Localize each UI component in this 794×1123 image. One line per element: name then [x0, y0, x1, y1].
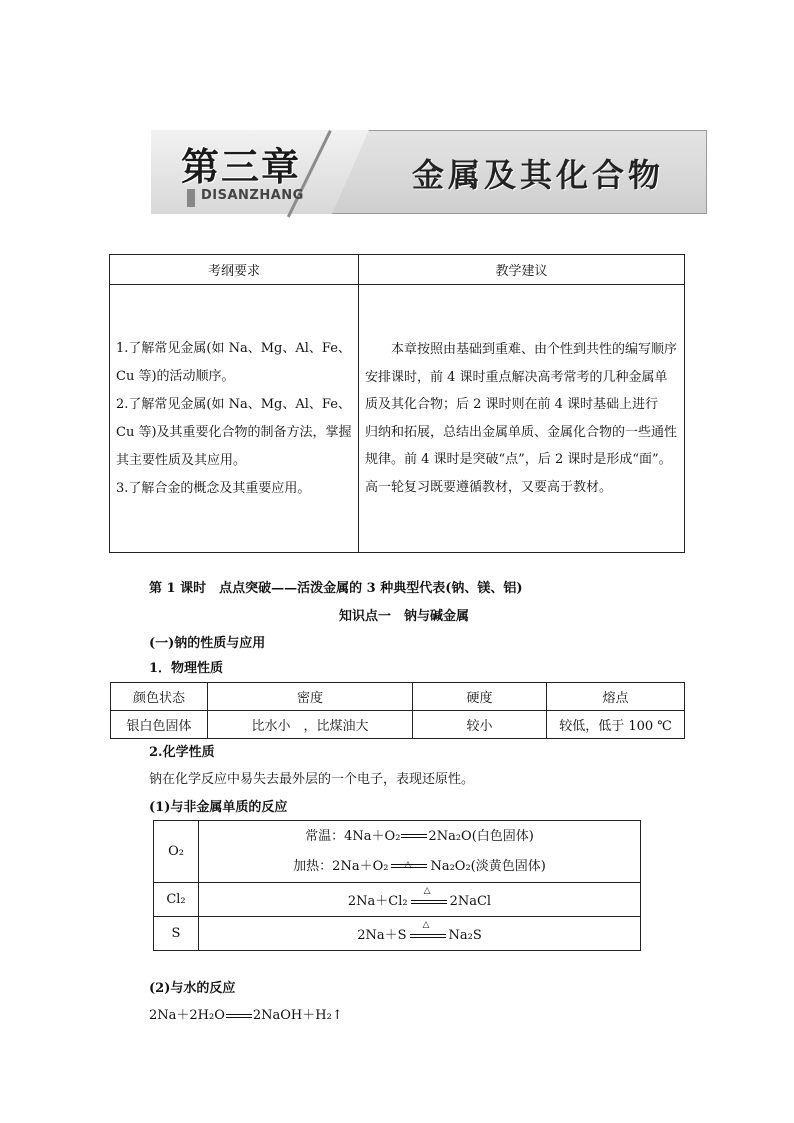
- phys-header: 硬度: [413, 683, 547, 711]
- reactant-label: S: [154, 917, 199, 951]
- water-reaction-equation: [149, 1004, 343, 1023]
- equation-left: 2Na＋Cl₂: [347, 894, 408, 909]
- heat-symbol: △: [404, 860, 412, 870]
- advice-line: 归纳和拓展，总结出金属单质、金属化合物的一些通性: [365, 424, 678, 440]
- heat-condition: [410, 919, 446, 943]
- chapter-banner: [151, 130, 707, 214]
- section-heading: (一)钠的性质与应用: [149, 636, 266, 651]
- phys-value: 银白色固体: [111, 711, 208, 739]
- lesson-title: 第 1 课时 点点突破——活泼金属的 3 种典型代表(钠、镁、铝): [149, 581, 523, 596]
- cl2-equation: [199, 883, 641, 917]
- requirement-item: 2.了解常见金属(如 Na、Mg、Al、Fe、Cu 等)及其重要化合物的制备方法，掌握其主要性质及其应用。: [116, 396, 352, 468]
- equation-right: 2Na₂O(白色固体): [428, 828, 534, 844]
- equation-right: Na₂S: [448, 928, 482, 943]
- equals-sign: [226, 1014, 252, 1018]
- requirement-item: 3.了解合金的概念及其重要应用。: [116, 480, 311, 496]
- knowledge-point-title: 知识点一 钠与碱金属: [339, 609, 470, 624]
- chemical-intro: 钠在化学反应中易失去最外层的一个电子，表现还原性。: [149, 772, 475, 787]
- heat-condition: [411, 885, 447, 909]
- syllabus-table: [109, 254, 685, 553]
- requirement-item: 1.了解常见金属(如 Na、Mg、Al、Fe、Cu 等)的活动顺序。: [116, 340, 351, 384]
- pinyin-marker: [187, 189, 195, 207]
- equation-left: 常温：4Na＋O₂: [305, 828, 401, 844]
- reactant-label: O₂: [154, 821, 199, 883]
- equation-room-temp: [199, 822, 640, 852]
- phys-value: 较小: [413, 711, 547, 739]
- chemical-properties-heading: 2.化学性质: [149, 745, 215, 760]
- equation-left: 2Na＋S: [357, 928, 407, 943]
- advice-line: 规律。前 4 课时是突破“点”，后 2 课时是形成“面”。高一轮复习既要遵循教材，又要高于教材。: [365, 452, 672, 495]
- advice-cell: [359, 285, 685, 553]
- nonmetal-reaction-heading: (1)与非金属单质的反应: [149, 800, 288, 815]
- equation-right: Na₂O₂(淡黄色固体): [430, 858, 546, 874]
- heat-condition: [391, 859, 427, 873]
- advice-line: 本章按照由基础到重难、由个性到共性的编写顺序: [391, 342, 678, 357]
- phys-header: 熔点: [547, 683, 685, 711]
- chapter-title: 金属及其化合物: [412, 156, 665, 194]
- heat-symbol: △: [422, 919, 430, 930]
- syllabus-header-requirements: 考纲要求: [110, 255, 359, 285]
- phys-header: 密度: [208, 683, 413, 711]
- o2-equations: [199, 821, 641, 883]
- water-reaction-heading: (2)与水的反应: [149, 981, 236, 996]
- equation-left: 加热：2Na＋O₂: [293, 858, 389, 874]
- chapter-pinyin: DISANZHANG: [201, 188, 304, 203]
- physical-properties-table: [110, 682, 685, 739]
- chapter-number: 第三章: [181, 145, 302, 189]
- nonmetal-reaction-table: [153, 820, 641, 951]
- equation-left: 2Na＋2H₂O: [149, 1008, 225, 1023]
- equation-heated: [199, 852, 640, 882]
- syllabus-header-advice: 教学建议: [359, 255, 685, 285]
- heat-symbol: △: [423, 885, 431, 896]
- s-equation: [199, 917, 641, 951]
- phys-header: 颜色状态: [111, 683, 208, 711]
- equals-sign: [401, 834, 427, 838]
- equation-right: 2NaCl: [449, 894, 492, 909]
- advice-line: 安排课时，前 4 课时重点解决高考常考的几种金属单质及其化合物；后 2 课时则在前 4 课时基础上进行: [365, 369, 668, 412]
- reactant-label: Cl₂: [154, 883, 199, 917]
- phys-value: 比水小 ，比煤油大: [208, 711, 413, 739]
- equation-right: 2NaOH＋H₂↑: [252, 1008, 343, 1023]
- phys-value: 较低，低于 100 ℃: [547, 711, 685, 739]
- physical-properties-heading: 1．物理性质: [149, 661, 224, 676]
- requirements-cell: [110, 285, 359, 553]
